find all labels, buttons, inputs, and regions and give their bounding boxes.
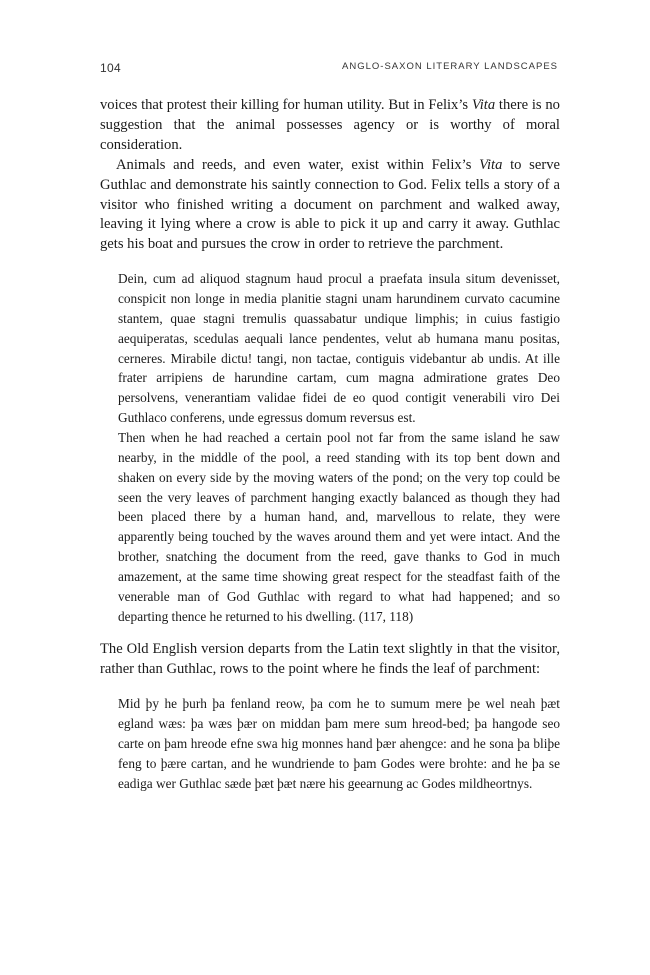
- paragraph-3: The Old English version departs from the Latin text slightly in that the visitor, rather than Guthlac, rows to the point where he finds the leaf of parchment:: [100, 641, 560, 678]
- latin-block-quote: Dein, cum ad aliquod stagnum haud procul a praefata insula situm devenisset, conspicit non longe in media planitie stagni unam harundinem curvato cacumine stantem, quae stagni tremulis quassabatur undique limphis; in cuius fastigio aequiperatas, scedulas aequali lance pendentes, velut ab humana manu positas, cerneres. Mirabile dictu! tangi, non tactae, contiguis videbantur ab undis. At ille frater arripiens de harundine cartam, cum magna admiratione grates Deo persolvens, venerantiam validae fidei de eo quod contigit venerabili viro Dei Guthlaco conferens, unde egressus domum reversus est.: [118, 271, 560, 426]
- running-head: ANGLO-SAXON LITERARY LANDSCAPES: [342, 61, 558, 72]
- translation-block-quote: Then when he had reached a certain pool not far from the same island he saw nearby, in the middle of the pool, a reed standing with its top bent down and shaken on every side by the moving waters of the pond; on the very top could be seen the very leaves of parchment hanging exactly balanced as though they had been placed there by a human hand, and, marvellous to relate, they were apparently being touched by the waves around them and yet were intact. And the brother, snatching the document from the reed, gave thanks to God in much amazement, at the same time showing great respect for the steadfast faith of the venerable man of God Guthlac with regard to what had happened; and so departing thence he returned to his dwelling. (117, 118): [118, 430, 560, 624]
- paragraph-1: voices that protest their killing for human utility. But in Felix’s Vita there is no suggestion that the animal possesses agency or is worthy of moral consideration.: [100, 97, 560, 153]
- page-number: 104: [100, 61, 121, 75]
- page-header: [100, 61, 558, 77]
- page-body: [100, 96, 560, 793]
- vita-title: Vita: [471, 97, 496, 113]
- old-english-block-quote: Mid þy he þurh þa fenland reow, þa com he to sumum mere þe wel neah þæt egland wæs: þa wæs þær on middan þam mere sum hreod-bed; þa hangode seo carte on þam hreode efne swa hig monnes hand þær ahengce: and he sona þa bliþe feng to þære cartan, and he wundriende to þam Godes were brohte: and he þa se eadiga wer Guthlac sæde þæt þæt nære his geearnung ac Godes mildheortnys.: [118, 696, 560, 791]
- vita-title: Vita: [479, 156, 503, 173]
- paragraph-2: Animals and reeds, and even water, exist within Felix’s Vita to serve Guthlac and demonstrate his saintly connection to God. Felix tells a story of a visitor who finished writing a document on parchment and walked away, leaving it lying where a crow is able to pick it up and carry it away. Guthlac gets his boat and pursues the crow in order to retrieve the parchment.: [100, 156, 560, 253]
